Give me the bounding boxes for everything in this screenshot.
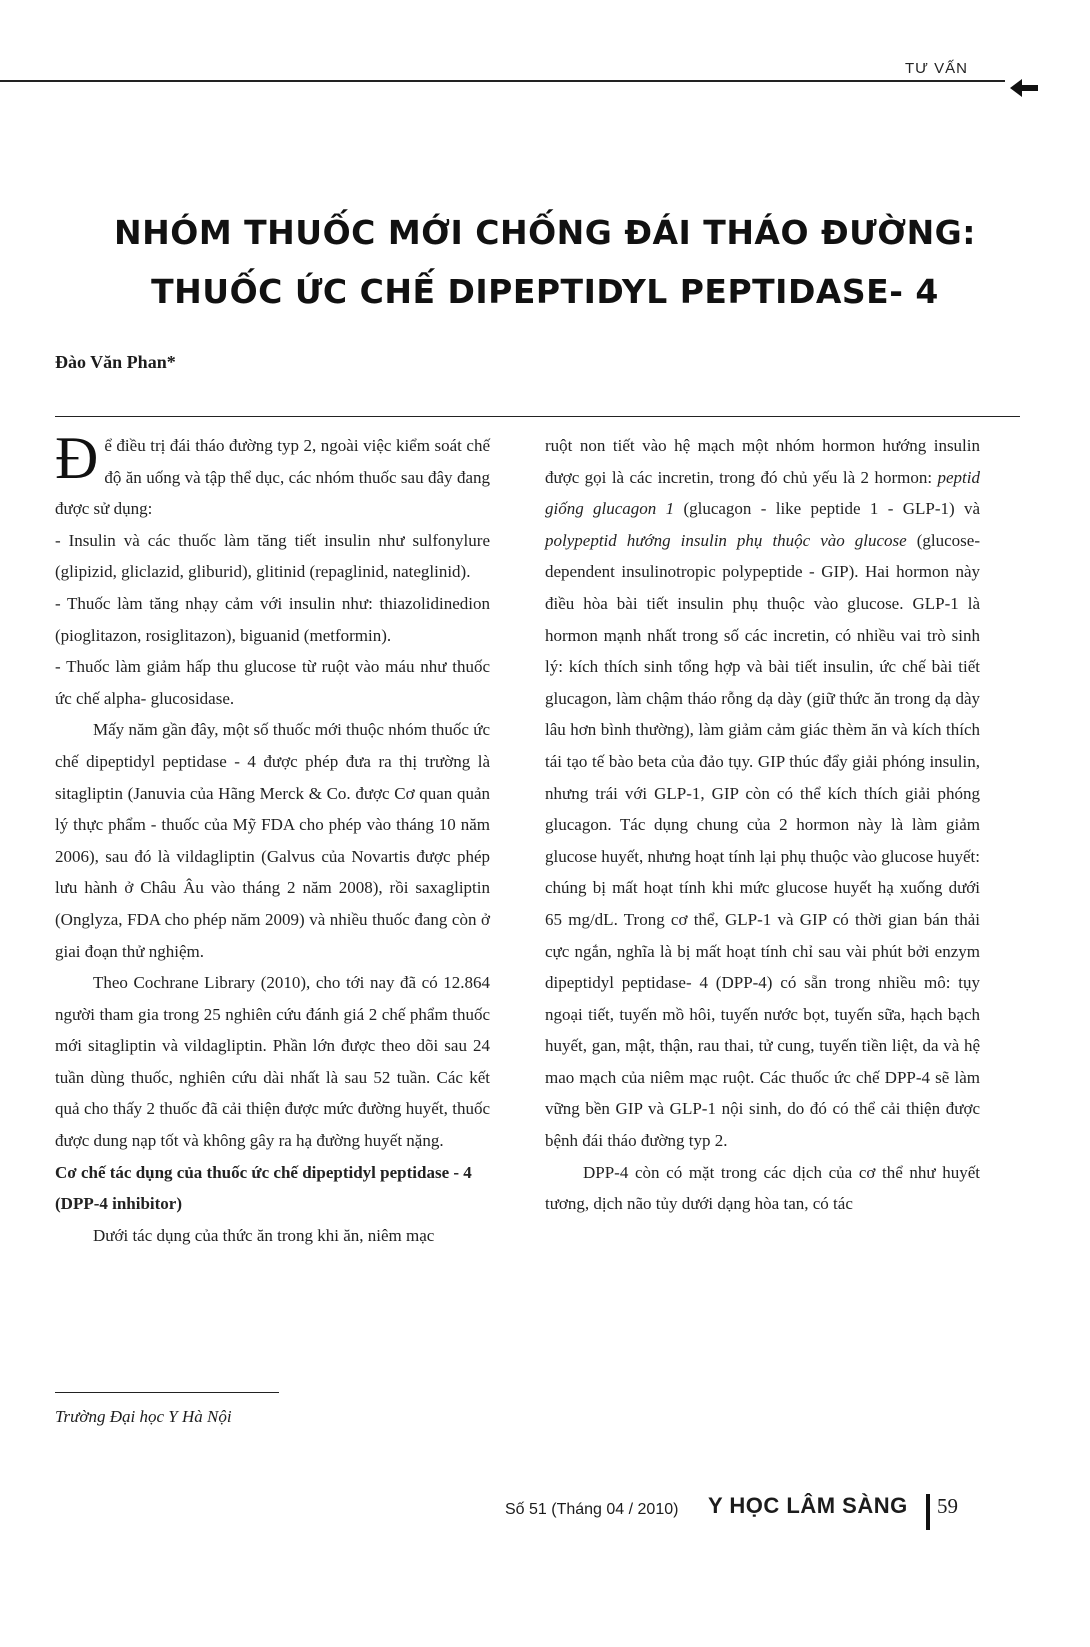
- author-name: Đào Văn Phan*: [55, 352, 176, 372]
- paragraph-new-drugs: Mấy năm gần đây, một số thuốc mới thuộc nhóm thuốc ức chế dipeptidyl peptidase - 4 được phép đưa ra thị trường là sitagliptin (Januvia của Hãng Merck & Co. được Cơ quan quản lý thực phẩm - thuốc của Mỹ FDA cho phép vào tháng 10 năm 2006), sau đó là vildagliptin (Galvus của Novartis được phép lưu hành ở Châu Âu vào tháng 2 năm 2008), rồi saxagliptin (Onglyza, FDA cho phép năm 2009) và nhiều thuốc đang còn ở giai đoạn thử nghiệm.: [55, 720, 490, 961]
- list-item-absorption: - Thuốc làm giảm hấp thu glucose từ ruột vào máu như thuốc ức chế alpha- glucosidase.: [55, 657, 490, 708]
- section-heading: Cơ chế tác dụng của thuốc ức chế dipeptidyl peptidase - 4 (DPP-4 inhibitor): [55, 1162, 472, 1214]
- section-label: TƯ VẤN: [905, 60, 968, 77]
- footnote-affiliation: Trường Đại học Y Hà Nội: [55, 1407, 232, 1426]
- arrow-left-icon: [1010, 78, 1038, 98]
- article-title-line-1: NHÓM THUỐC MỚI CHỐNG ĐÁI THÁO ĐƯỜNG:: [114, 213, 976, 252]
- page-number: 59: [937, 1494, 958, 1518]
- term-glp1: peptid giống glucagon 1: [545, 467, 980, 519]
- paragraph-cochrane: Theo Cochrane Library (2010), cho tới nay đã có 12.864 người tham gia trong 25 nghiên cứu đánh giá 2 chế phẩm thuốc mới sitagliptin và vildagliptin. Phần lớn được theo dõi sau 24 tuần dùng thuốc, nghiên cứu dài nhất là sau 52 tuần. Các kết quả cho thấy 2 thuốc đã cải thiện được mức đường huyết, thuốc được dung nạp tốt và không gây ra hạ đường huyết nặng.: [55, 973, 490, 1151]
- header-rule: [0, 80, 1005, 82]
- list-item-sensitizer: - Thuốc làm tăng nhạy cảm với insulin như: thiazolidinedion (pioglitazon, rosiglitazon), biguanid (metformin).: [55, 593, 490, 645]
- list-item-insulin: - Insulin và các thuốc làm tăng tiết insulin như sulfonylure (glipizid, gliclazid, gliburid), glitinid (repaglinid, nateglinid).: [55, 530, 490, 582]
- journal-name: Y HỌC LÂM SÀNG: [708, 1493, 908, 1518]
- drop-cap: Đ: [55, 425, 99, 491]
- term-gip: polypeptid hướng insulin phụ thuộc vào glucose: [545, 530, 907, 550]
- footnote-rule: [55, 1392, 279, 1393]
- article-title-line-2: THUỐC ỨC CHẾ DIPEPTIDYL PEPTIDASE- 4: [151, 272, 939, 311]
- intro-paragraph: Để điều trị đái tháo đường typ 2, ngoài việc kiểm soát chế độ ăn uống và tập thể dục, các nhóm thuốc sau đây đang được sử dụng:: [55, 425, 490, 519]
- left-column: [55, 425, 490, 1251]
- issue-info: Số 51 (Tháng 04 / 2010): [505, 1501, 679, 1518]
- paragraph-dpp4: DPP-4 còn có mặt trong các dịch của cơ thể như huyết tương, dịch não tủy dưới dạng hòa tan, có tác: [545, 1162, 980, 1214]
- paragraph-mechanism-start: Dưới tác dụng của thức ăn trong khi ăn, niêm mạc: [93, 1225, 435, 1245]
- footer-divider: [926, 1494, 930, 1530]
- right-column: [545, 430, 980, 1220]
- paragraph-incretin: ruột non tiết vào hệ mạch một nhóm hormon hướng insulin được gọi là các incretin, trong đó chủ yếu là 2 hormon: peptid giống glucagon 1 (glucagon - like peptide 1 - GLP-1) và polypeptid hướng insulin phụ thuộc vào glucose (glucose-dependent insulinotropic polypeptide - GIP). Hai hormon này điều hòa bài tiết insulin phụ thuộc vào glucose. GLP-1 là hormon mạnh nhất trong số các incretin, có nhiều vai trò sinh lý: kích thích sinh tổng hợp và bài tiết insulin, ức chế bài tiết glucagon, làm chậm tháo rỗng dạ dày (giữ thức ăn trong dạ dày lâu hơn bình thường), làm giảm cảm giác thèm ăn và kích thích tái tạo tế bào beta của đảo tụy. GIP thúc đẩy giải phóng insulin, nhưng trái với GLP-1, GIP còn có thể kích thích giải phóng glucagon. Tác dụng chung của 2 hormon này là làm giảm glucose huyết, nhưng hoạt tính lại phụ thuộc vào glucose huyết: chúng bị mất hoạt tính khi mức glucose huyết hạ xuống dưới 65 mg/dL. Trong cơ thể, GLP-1 và GIP có thời gian bán thải cực ngắn, nghĩa là bị mất hoạt tính chỉ sau vài phút bởi enzym dipeptidyl peptidase- 4 (DPP-4) có sẵn trong nhiều mô: tụy ngoại tiết, tuyến mồ hôi, tuyến nước bọt, tuyến sữa, hạch bạch huyết, gan, mật, thận, rau thai, tử cung, tuyến tiền liệt, da và hệ mao mạch của niêm mạc ruột. Các thuốc ức chế DPP-4 sẽ làm vững bền GIP và GLP-1 nội sinh, do đó có thể cải thiện được bệnh đái tháo đường typ 2.: [545, 436, 981, 1151]
- author-rule: [55, 416, 1020, 417]
